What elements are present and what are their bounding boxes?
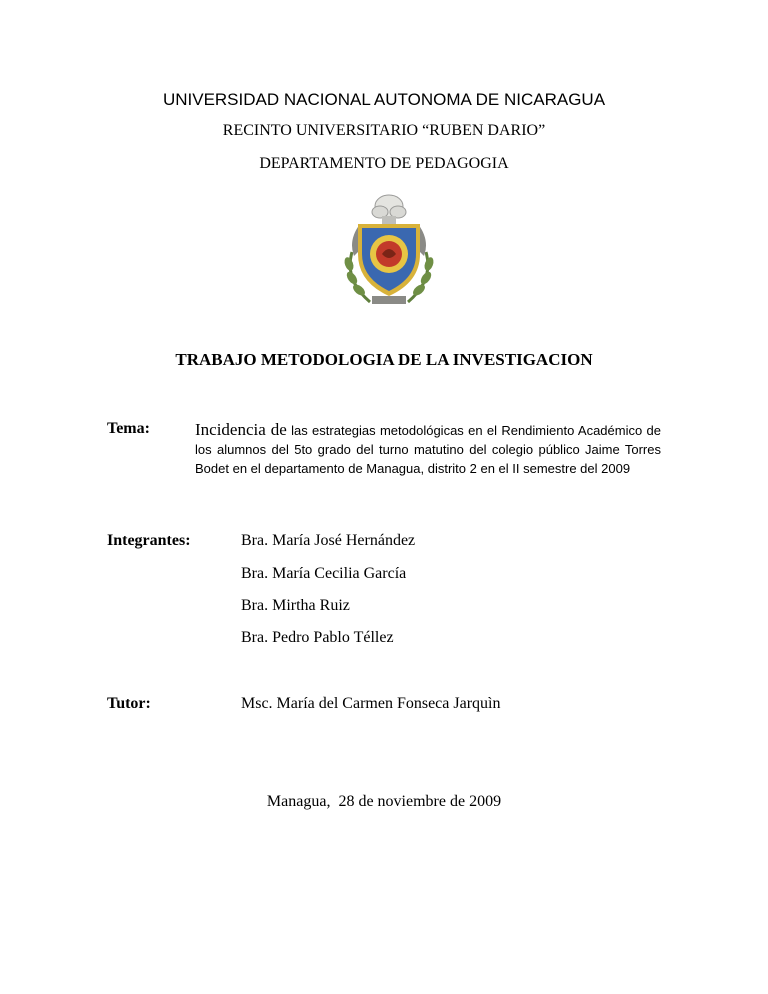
department-name: DEPARTAMENTO DE PEDAGOGIA — [259, 155, 509, 172]
member-name: Bra. María Cecilia García — [241, 565, 407, 582]
tema-lead: Incidencia de — [195, 420, 287, 439]
member-name: Bra. Pedro Pablo Téllez — [241, 629, 394, 646]
integrantes-label: Integrantes: — [107, 532, 191, 549]
university-crest-icon — [338, 192, 440, 310]
member-name: Bra. María José Hernández — [241, 532, 416, 549]
university-name: UNIVERSIDAD NACIONAL AUTONOMA DE NICARAGUA — [162, 90, 606, 109]
tema-text — [195, 420, 661, 478]
member-name: Bra. Mirtha Ruiz — [241, 597, 350, 614]
tutor-name: Msc. María del Carmen Fonseca Jarquìn — [241, 695, 501, 712]
tutor-label: Tutor: — [107, 695, 151, 712]
campus-name: RECINTO UNIVERSITARIO “RUBEN DARIO” — [222, 122, 546, 139]
date-line: Managua, 28 de noviembre de 2009 — [266, 793, 502, 810]
document-title: TRABAJO METODOLOGIA DE LA INVESTIGACION — [175, 350, 593, 369]
tema-body: las estrategias metodológicas en el Rendimiento Académico de los alumnos del 5to grado del turno matutino del colegio público Jaime Torres Bodet en el departamento de Managua, distrito 2 en el II semestre del 2009 — [195, 423, 661, 476]
tema-label: Tema: — [107, 420, 150, 437]
